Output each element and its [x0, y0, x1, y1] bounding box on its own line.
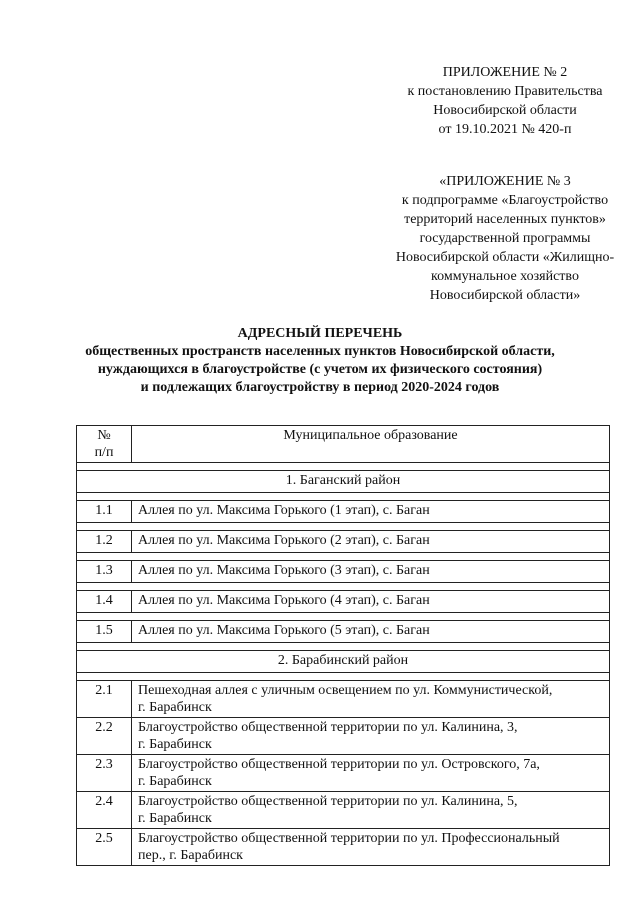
header-name-cell: Муниципальное образование	[132, 426, 610, 463]
row-name	[132, 681, 610, 718]
row-name	[132, 501, 610, 523]
table-row	[77, 591, 610, 613]
table-row	[77, 792, 610, 829]
row-name-line: Благоустройство общественной территории по ул. Калинина, 5,	[138, 794, 518, 809]
row-number: 2.1	[77, 681, 132, 718]
row-name-line: Пешеходная аллея с уличным освещением по ул. Коммунистической,	[138, 683, 553, 698]
sub-appendix-line: «ПРИЛОЖЕНИЕ № 3	[439, 174, 571, 189]
sub-appendix-line: коммунальное хозяйство	[431, 269, 579, 284]
appendix-line: к постановлению Правительства	[407, 84, 603, 99]
table-row	[77, 681, 610, 718]
row-name-line: Аллея по ул. Максима Горького (4 этап), с. Баган	[138, 593, 430, 608]
section-spacer-cell	[77, 643, 610, 651]
row-spacer	[77, 493, 610, 501]
appendix-header	[380, 63, 630, 139]
table-header-row	[77, 426, 610, 463]
row-number: 1.2	[77, 531, 132, 553]
row-spacer-cell	[77, 673, 610, 681]
title-heading: АДРЕСНЫЙ ПЕРЕЧЕНЬ	[237, 326, 403, 341]
row-spacer	[77, 583, 610, 591]
section-spacer-cell	[77, 463, 610, 471]
row-name-line: Благоустройство общественной территории по ул. Профессиональный	[138, 831, 560, 846]
table-row	[77, 561, 610, 583]
table-row	[77, 531, 610, 553]
table-row	[77, 621, 610, 643]
title-line: нуждающихся в благоустройстве (с учетом их физического состояния)	[97, 362, 543, 377]
title-line: общественных пространств населенных пунктов Новосибирской области,	[85, 344, 555, 359]
row-name	[132, 718, 610, 755]
row-spacer	[77, 523, 610, 531]
sub-appendix-line: к подпрограмме «Благоустройство	[401, 193, 609, 208]
header-number-label: №	[97, 428, 111, 443]
row-number: 1.3	[77, 561, 132, 583]
table-row	[77, 755, 610, 792]
row-number: 2.5	[77, 829, 132, 866]
section-title: 2. Барабинский район	[77, 651, 610, 673]
row-name-line: Благоустройство общественной территории по ул. Островского, 7а,	[138, 757, 540, 772]
table-row	[77, 501, 610, 523]
row-number: 2.4	[77, 792, 132, 829]
row-spacer	[77, 673, 610, 681]
row-name-line: г. Барабинск	[138, 700, 212, 715]
section-row	[77, 471, 610, 493]
table-row	[77, 829, 610, 866]
row-name-line: г. Барабинск	[138, 811, 212, 826]
sub-appendix-line: Новосибирской области «Жилищно-	[395, 250, 615, 265]
row-spacer-cell	[77, 553, 610, 561]
header-number-sublabel: п/п	[94, 445, 114, 460]
row-number: 1.4	[77, 591, 132, 613]
row-name	[132, 531, 610, 553]
row-name-line: Аллея по ул. Максима Горького (5 этап), с. Баган	[138, 623, 430, 638]
row-number: 1.1	[77, 501, 132, 523]
row-name-line: Аллея по ул. Максима Горького (3 этап), с. Баган	[138, 563, 430, 578]
appendix-line: от 19.10.2021 № 420-п	[438, 122, 572, 137]
row-spacer	[77, 613, 610, 621]
row-spacer-cell	[77, 523, 610, 531]
row-number: 1.5	[77, 621, 132, 643]
section-spacer	[77, 463, 610, 471]
section-spacer	[77, 643, 610, 651]
document-title	[40, 325, 600, 397]
sub-appendix-line: Новосибирской области»	[429, 288, 581, 303]
row-name	[132, 591, 610, 613]
row-number: 2.2	[77, 718, 132, 755]
sub-appendix-line: государственной программы	[419, 231, 591, 246]
row-name	[132, 561, 610, 583]
address-list-table	[76, 425, 610, 866]
row-name	[132, 829, 610, 866]
row-spacer-cell	[77, 613, 610, 621]
sub-appendix-header	[360, 172, 640, 305]
table-row	[77, 718, 610, 755]
row-name	[132, 755, 610, 792]
row-name-line: Благоустройство общественной территории по ул. Калинина, 3,	[138, 720, 518, 735]
section-row	[77, 651, 610, 673]
row-name-line: Аллея по ул. Максима Горького (2 этап), с. Баган	[138, 533, 430, 548]
row-name	[132, 792, 610, 829]
row-spacer	[77, 553, 610, 561]
row-spacer-cell	[77, 493, 610, 501]
sub-appendix-line: территорий населенных пунктов»	[404, 212, 606, 227]
row-name-line: Аллея по ул. Максима Горького (1 этап), с. Баган	[138, 503, 430, 518]
appendix-line: ПРИЛОЖЕНИЕ № 2	[442, 65, 568, 80]
row-name-line: г. Барабинск	[138, 774, 212, 789]
row-spacer-cell	[77, 583, 610, 591]
title-line: и подлежащих благоустройству в период 2020-2024 годов	[140, 380, 500, 395]
row-number: 2.3	[77, 755, 132, 792]
row-name	[132, 621, 610, 643]
row-name-line: г. Барабинск	[138, 737, 212, 752]
row-name-line: пер., г. Барабинск	[138, 848, 243, 863]
appendix-line: Новосибирской области	[433, 103, 577, 118]
header-number-cell	[77, 426, 132, 463]
section-title: 1. Баганский район	[77, 471, 610, 493]
